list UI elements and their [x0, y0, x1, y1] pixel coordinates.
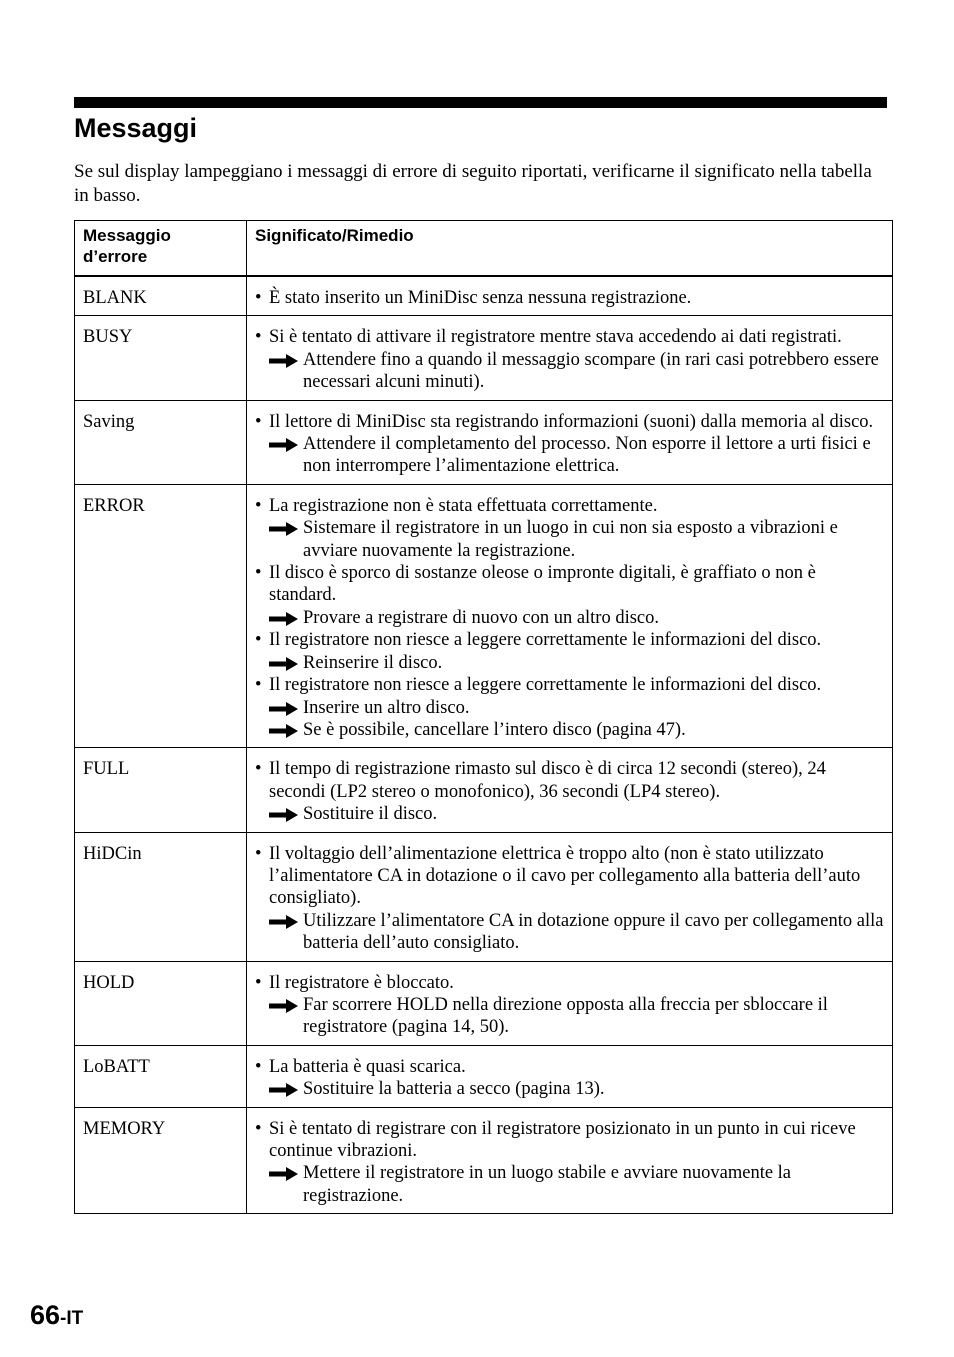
arrow-right-icon [269, 1083, 299, 1097]
cause-bullet: • Il registratore non riesce a leggere correttamente le informazioni del disco. [255, 629, 884, 651]
remedy-text: Provare a registrare di nuovo con un altro disco. [303, 607, 660, 628]
meaning-cell [247, 316, 893, 400]
remedy-item [255, 349, 884, 394]
table-row [75, 748, 893, 832]
error-code: HOLD [75, 961, 247, 1045]
heading-rule [74, 97, 887, 108]
cause-bullet: • Il voltaggio dell’alimentazione elettrica è troppo alto (non è stato utilizzato l’alimentatore CA in dotazione o il cavo per collegamento alla batteria dell’auto consigliato). [255, 843, 884, 910]
cause-bullet: • La batteria è quasi scarica. [255, 1056, 884, 1078]
remedy-item [255, 1078, 884, 1100]
arrow-right-icon [269, 657, 299, 671]
remedy-item [255, 433, 884, 478]
remedy-item [255, 994, 884, 1039]
arrow-right-icon [269, 915, 299, 929]
remedy-text: Utilizzare l’alimentatore CA in dotazione oppure il cavo per collegamento alla batteria dell’auto consigliato. [303, 910, 884, 954]
remedy-text: Sostituire la batteria a secco (pagina 13). [303, 1079, 605, 1100]
error-code: HiDCin [75, 832, 247, 961]
arrow-right-icon [269, 612, 299, 626]
column-header-meaning: Significato/Rimedio [247, 221, 893, 277]
cause-bullet: • Il lettore di MiniDisc sta registrando informazioni (suoni) dalla memoria al disco. [255, 411, 884, 433]
table-header-row [75, 221, 893, 277]
arrow-right-icon [269, 522, 299, 536]
cause-bullet: • Si è tentato di attivare il registratore mentre stava accedendo ai dati registrati. [255, 326, 884, 348]
remedy-item [255, 803, 884, 825]
error-code: ERROR [75, 484, 247, 747]
meaning-cell [247, 748, 893, 832]
arrow-right-icon [269, 999, 299, 1013]
meaning-cell [247, 961, 893, 1045]
remedy-item [255, 607, 884, 629]
table-row [75, 484, 893, 747]
arrow-right-icon [269, 808, 299, 822]
error-code: BLANK [75, 276, 247, 316]
meaning-cell [247, 832, 893, 961]
arrow-right-icon [269, 354, 299, 368]
remedy-text: Sistemare il registratore in un luogo in cui non sia esposto a vibrazioni e avviare nuovamente la registrazione. [303, 518, 838, 561]
remedy-text: Attendere il completamento del processo. Non esporre il lettore a urti fisici e non interrompere l’alimentazione elettrica. [303, 434, 871, 477]
cause-bullet: • La registrazione non è stata effettuata correttamente. [255, 495, 884, 517]
table-row [75, 1107, 893, 1214]
meaning-cell [247, 1107, 893, 1214]
remedy-item [255, 1162, 884, 1207]
table-row [75, 276, 893, 316]
error-code: MEMORY [75, 1107, 247, 1214]
remedy-item [255, 697, 884, 719]
error-code: Saving [75, 400, 247, 484]
remedy-text: Attendere fino a quando il messaggio scompare (in rari casi potrebbero essere necessari alcuni minuti). [303, 349, 879, 393]
page-title: Messaggi [74, 113, 198, 143]
table-row [75, 961, 893, 1045]
error-code: FULL [75, 748, 247, 832]
arrow-right-icon [269, 1167, 299, 1181]
arrow-right-icon [269, 724, 299, 738]
intro-paragraph: Se sul display lampeggiano i messaggi di errore di seguito riportati, verificarne il significato nella tabella in basso. [74, 161, 872, 206]
meaning-cell [247, 400, 893, 484]
remedy-item [255, 517, 884, 562]
error-messages-table [74, 220, 893, 1214]
page-number-value: 66 [30, 1300, 61, 1330]
remedy-item [255, 719, 884, 741]
remedy-text: Reinserire il disco. [303, 652, 443, 673]
cause-bullet: • Si è tentato di registrare con il registratore posizionato in un punto in cui riceve continue vibrazioni. [255, 1118, 884, 1163]
table-row [75, 400, 893, 484]
cause-bullet: • È stato inserito un MiniDisc senza nessuna registrazione. [255, 287, 884, 309]
table-row [75, 832, 893, 961]
cause-bullet: • Il tempo di registrazione rimasto sul disco è di circa 12 secondi (stereo), 24 secondi (LP2 stereo o monofonico), 36 secondi (LP4 stereo). [255, 758, 884, 803]
remedy-text: Mettere il registratore in un luogo stabile e avviare nuovamente la registrazione. [303, 1163, 792, 1206]
table-row [75, 316, 893, 400]
remedy-item [255, 910, 884, 955]
arrow-right-icon [269, 702, 299, 716]
remedy-item [255, 652, 884, 674]
arrow-right-icon [269, 438, 299, 452]
meaning-cell [247, 276, 893, 316]
cause-bullet: • Il disco è sporco di sostanze oleose o impronte digitali, è graffiato o non è standard. [255, 562, 884, 607]
remedy-text: Far scorrere HOLD nella direzione opposta alla freccia per sbloccare il registratore (pagina 14, 50). [303, 994, 828, 1038]
cause-bullet: • Il registratore è bloccato. [255, 972, 884, 994]
error-code: BUSY [75, 316, 247, 400]
meaning-cell [247, 1045, 893, 1107]
page-number [30, 1300, 83, 1331]
remedy-text: Sostituire il disco. [303, 804, 438, 825]
table-row [75, 1045, 893, 1107]
page-language-suffix: -IT [60, 1308, 84, 1329]
cause-bullet: • Il registratore non riesce a leggere correttamente le informazioni del disco. [255, 674, 884, 696]
table-body [75, 276, 893, 1214]
column-header-message: Messaggio d’errore [75, 221, 247, 277]
meaning-cell [247, 484, 893, 747]
error-code: LoBATT [75, 1045, 247, 1107]
remedy-text: Se è possibile, cancellare l’intero disco (pagina 47). [303, 719, 686, 740]
remedy-text: Inserire un altro disco. [303, 697, 470, 718]
